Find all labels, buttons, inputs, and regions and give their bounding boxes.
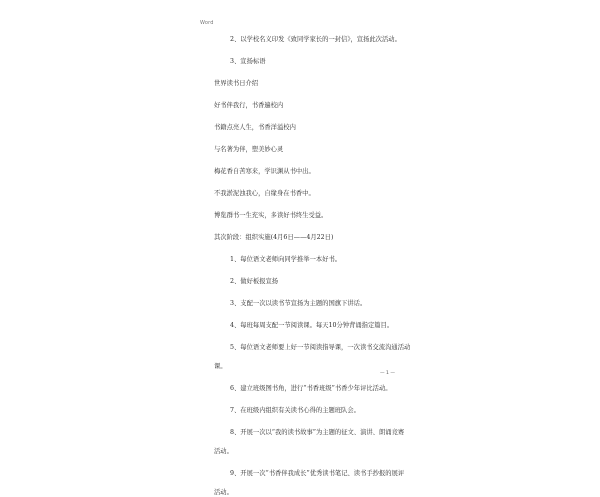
text-line: 与名著为伴，塑美妙心灵	[214, 146, 284, 153]
header-label: Word	[200, 20, 214, 26]
text-line: 7、在班级内组织有关读书心得的主题班队会。	[230, 407, 360, 414]
text-line: 博览群书一生充实，多读好书终生受益。	[214, 212, 328, 219]
text-line: 3、支配一次以读书节宣扬为主题的国旗下讲话。	[230, 300, 367, 307]
text-line: 2、以学校名义印发《致同学家长的一封信》，宣扬此次活动。	[230, 36, 401, 43]
text-line: 其次阶段：组织实施(4月6日——4月22日)	[214, 234, 334, 241]
text-line: 梅花香自苦寒来，学识渊从书中出。	[214, 168, 315, 175]
text-line: 世界读书日介绍	[214, 80, 259, 87]
text-line: 不我淤泥浊我心，自缘身在书香中。	[214, 190, 315, 197]
text-line: 课。	[214, 363, 227, 370]
text-line: 8、开展一次以“我的读书故事”为主题的征文、演讲、朗诵竞赛	[230, 429, 405, 436]
text-line: 好书伴我行，书香遍校内	[214, 102, 284, 109]
text-line: 活动。	[214, 489, 233, 496]
text-line: 2、做好板报宣扬	[230, 278, 279, 285]
text-line: 5、每位语文老师要上好一节阅读指导课，一次读书交流沟通活动	[230, 344, 411, 351]
text-line: 6、建立班级图书角，进行“书香班级”书香少年评比活动。	[230, 385, 392, 392]
document-body	[214, 36, 414, 497]
text-line: 9、开展一次“书香伴我成长”优秀读书笔记、读书手抄报的展评	[230, 470, 405, 477]
text-line: 活动。	[214, 448, 233, 455]
text-line: 4、每班每周支配一节阅读课。每天10分钟背诵指定篇目。	[230, 322, 394, 329]
page-number: — 1 —	[379, 371, 395, 376]
text-line: 1、每位语文老师向同学推举一本好书。	[230, 256, 342, 263]
text-line: 3、宣扬标语	[230, 58, 266, 65]
text-line: 书籍点亮人生，书香洋溢校内	[214, 124, 296, 131]
